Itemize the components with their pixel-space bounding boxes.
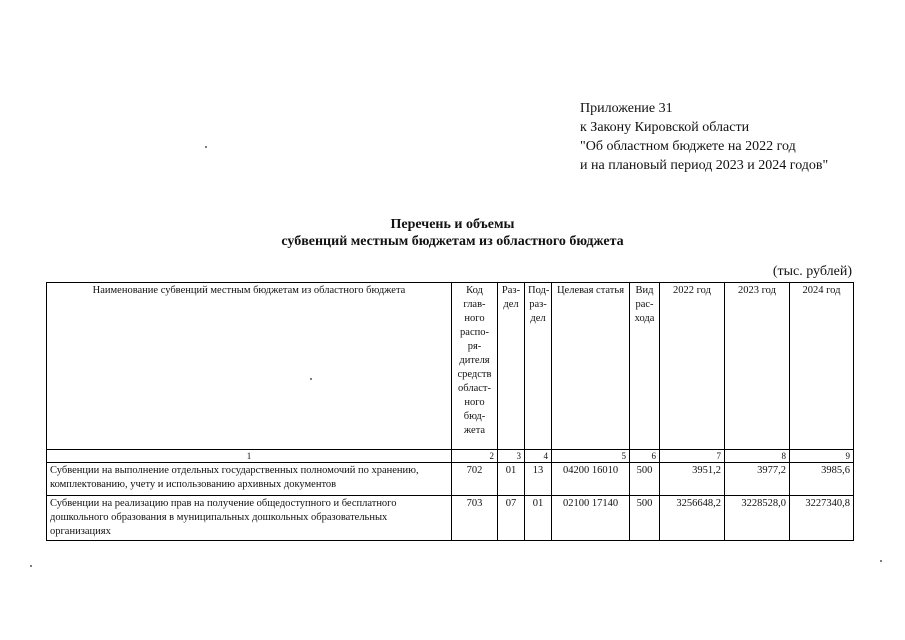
column-number: 1 (47, 450, 452, 463)
row-2023: 3977,2 (725, 463, 790, 496)
column-number: 6 (630, 450, 660, 463)
table-row (47, 463, 854, 496)
header-code-line: глав- (463, 299, 486, 310)
column-number: 4 (525, 450, 552, 463)
column-number-row (47, 450, 854, 463)
header-2022: 2022 год (660, 283, 725, 450)
appendix-line: к Закону Кировской области (580, 120, 750, 135)
row-section: 07 (498, 496, 525, 541)
row-subsection: 13 (525, 463, 552, 496)
header-code-line: Код (466, 285, 483, 296)
header-code (452, 283, 498, 450)
header-expense-line: рас- (635, 299, 654, 310)
row-2022: 3951,2 (660, 463, 725, 496)
header-code-line: распо- (460, 327, 489, 338)
row-target: 02100 17140 (552, 496, 630, 541)
document-title (0, 216, 905, 250)
appendix-line: и на плановый период 2023 и 2024 годов" (580, 158, 829, 173)
header-2023: 2023 год (725, 283, 790, 450)
header-code-line: област- (458, 383, 491, 394)
header-code-line: ного (464, 397, 485, 408)
scan-speck (310, 378, 312, 380)
row-target: 04200 16010 (552, 463, 630, 496)
header-code-line: жета (463, 425, 486, 436)
column-number: 2 (452, 450, 498, 463)
row-name: Субвенции на выполнение отдельных государственных полномочий по хранению, комплектованию, учету и использованию архивных документов (47, 463, 452, 496)
header-name: Наименование субвенций местным бюджетам из областного бюджета (47, 283, 452, 450)
appendix-line: Приложение 31 (580, 101, 673, 116)
row-subsection: 01 (525, 496, 552, 541)
header-expense-line: хода (634, 313, 655, 324)
row-2024: 3985,6 (790, 463, 854, 496)
header-section-line: дел (503, 299, 519, 310)
row-2024: 3227340,8 (790, 496, 854, 541)
header-subsection-line: дел (530, 313, 546, 324)
table-row (47, 496, 854, 541)
scan-speck (30, 565, 32, 567)
appendix-block (580, 99, 828, 175)
header-code-line: средств (457, 369, 492, 380)
title-line-2: субвенций местным бюджетам из областного бюджета (281, 234, 624, 249)
subventions-table (46, 282, 854, 541)
header-section (498, 283, 525, 450)
scan-speck (880, 560, 882, 562)
row-expense: 500 (630, 496, 660, 541)
header-subsection (525, 283, 552, 450)
row-expense: 500 (630, 463, 660, 496)
header-2024: 2024 год (790, 283, 854, 450)
header-subsection-line: Под- (528, 285, 550, 296)
row-2022: 3256648,2 (660, 496, 725, 541)
row-section: 01 (498, 463, 525, 496)
column-number: 9 (790, 450, 854, 463)
header-expense-line: Вид (635, 285, 654, 296)
scan-speck (205, 146, 207, 148)
column-number: 8 (725, 450, 790, 463)
header-section-line: Раз- (501, 285, 521, 296)
appendix-line: "Об областном бюджете на 2022 год (580, 139, 796, 154)
header-expense (630, 283, 660, 450)
header-target: Целевая статья (552, 283, 630, 450)
column-number: 3 (498, 450, 525, 463)
row-code: 703 (452, 496, 498, 541)
header-code-line: ря- (467, 341, 482, 352)
title-line-1: Перечень и объемы (390, 217, 515, 232)
row-code: 702 (452, 463, 498, 496)
column-number: 5 (552, 450, 630, 463)
header-code-line: ного (464, 313, 485, 324)
header-row (47, 283, 854, 450)
header-code-line: дителя (459, 355, 490, 366)
header-subsection-line: раз- (529, 299, 547, 310)
units-label: (тыс. рублей) (772, 264, 852, 279)
column-number: 7 (660, 450, 725, 463)
row-2023: 3228528,0 (725, 496, 790, 541)
header-code-line: бюд- (463, 411, 486, 422)
row-name: Субвенции на реализацию прав на получение общедоступного и бесплатного дошкольного образования в муниципальных дошкольных образовательных организациях (47, 496, 452, 541)
